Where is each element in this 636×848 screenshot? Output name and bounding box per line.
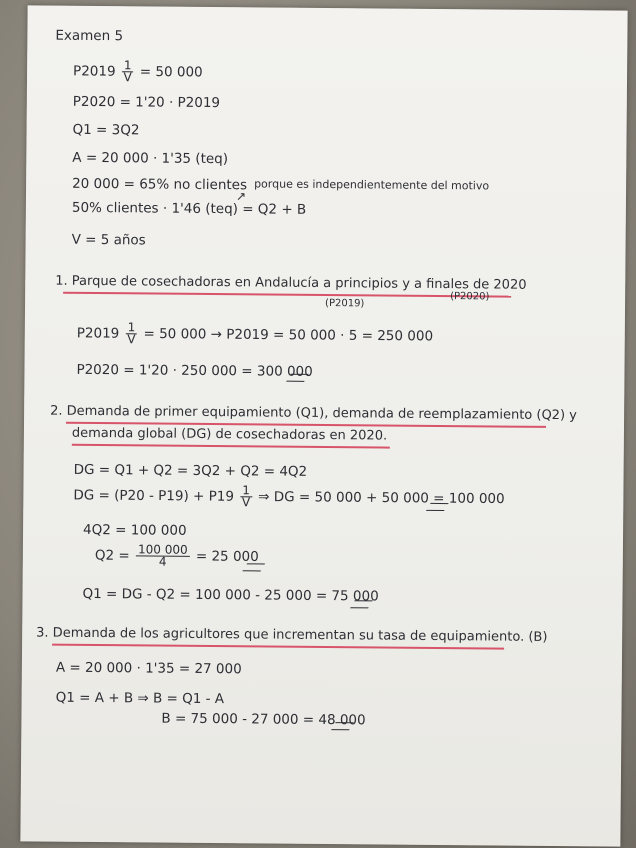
result-mark [242,563,265,571]
header-eq-4: A = 20 000 · 1'35 (teq) [72,149,229,168]
header-eq-3: Q1 = 3Q2 [72,121,140,139]
section2-eq-4: Q2 = $\frac{100 000}{4}$ = 25 000 [94,542,259,569]
section3-eq-2: Q1 = A + B ⇒ B = Q1 - A [55,689,225,708]
header-eq-2: P2020 = 1'20 · P2019 [72,93,221,112]
exam-title: Examen 5 [55,27,124,45]
section2-heading-1: 2. Demanda de primer equipamiento (Q1), demanda de reemplazamiento (Q2) y [50,403,577,424]
section3-eq-1: A = 20 000 · 1'35 = 27 000 [55,659,242,678]
section1-underline [63,292,511,297]
header-eq-7: V = 5 años [71,231,146,249]
paper-sheet [20,5,627,846]
header-note: porque es independientemente del motivo [254,177,490,193]
section1-eq-1: P2019 $\frac{1}{V}$ = 50 000 → P2019 = 50 000 · 5 = 250 000 [76,320,434,347]
header-eq-5: 20 000 = 65% no clientes [72,175,248,194]
section2-underline-2 [72,444,390,448]
section3-heading: 3. Demanda de los agricultores que incrementan su tasa de equipamiento. (B) [36,625,548,645]
header-eq-1: P2019 $\frac{1}{V}$ = 50 000 [73,58,203,85]
label-p2019: (P2019) [325,298,365,310]
arrow-icon: ↗ [235,189,247,204]
section1-heading: 1. Parque de cosechadoras en Andalucía a principios y a finales de 2020 [55,273,527,293]
section1-eq-2: P2020 = 1'20 · 250 000 = 300 000 [76,361,313,380]
result-mark [286,374,309,382]
label-p2020: (P2020) [450,291,490,303]
header-eq-6: 50% clientes · 1'46 (teq) = Q2 + B [71,199,307,218]
section2-eq-3: 4Q2 = 100 000 [83,521,187,539]
result-mark [331,722,354,730]
section3-eq-3: B = 75 000 - 27 000 = 48 000 [161,710,366,729]
section2-eq-5: Q1 = DG - Q2 = 100 000 - 25 000 = 75 000 [82,585,379,605]
result-mark [350,600,373,608]
section2-eq-1: DG = Q1 + Q2 = 3Q2 + Q2 = 4Q2 [73,461,308,480]
section3-underline [52,644,504,649]
section2-eq-2: DG = (P20 - P19) + P19 $\frac{1}{V}$ ⇒ DG = 50 000 + 50 000 = 100 000 [73,483,505,510]
section2-heading-2: demanda global (DG) de cosechadoras en 2020. [71,425,388,444]
